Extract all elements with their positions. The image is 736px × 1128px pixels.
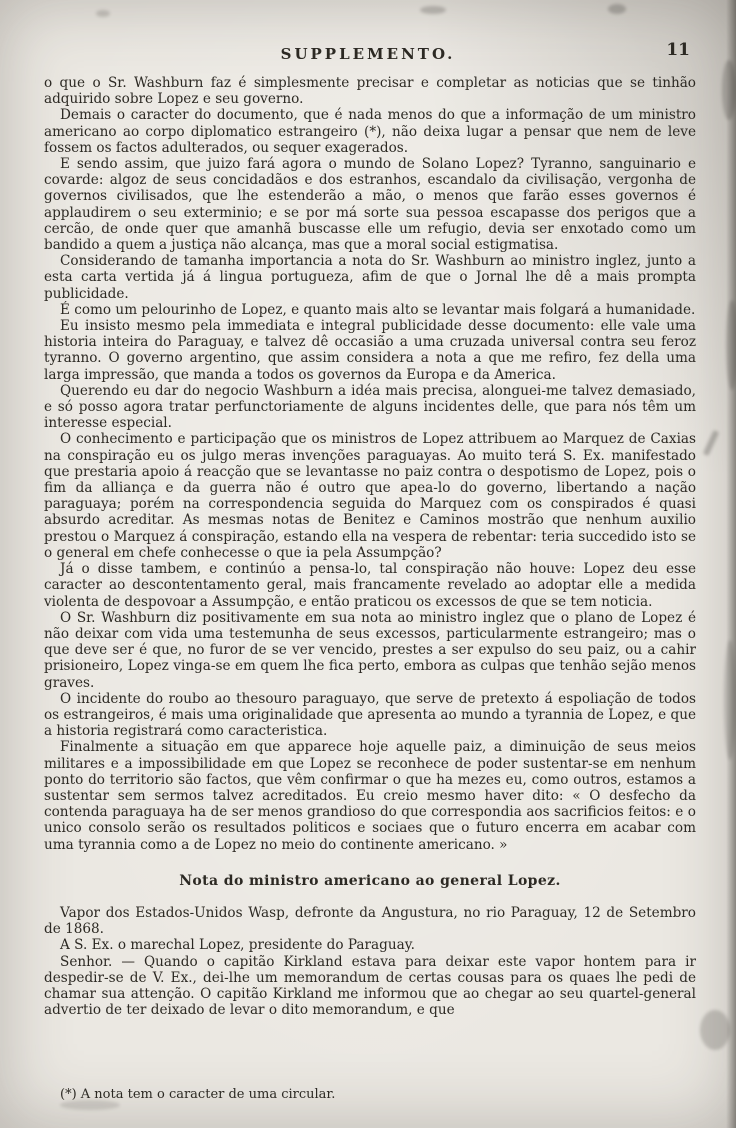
paragraph: Querendo eu dar do negocio Washburn a idéa mais precisa, alonguei-me talvez demasiado, e só posso agora tratar perfunctoriamente de alguns incidentes delle, que para nós têm um interesse especial. [44, 382, 696, 432]
paragraph: Já o disse tambem, e continúo a pensa-lo, tal conspiração não houve: Lopez deu esse caracter ao descontentamento geral, mais francamente revelado ao adoptar elle a medida violenta de despovoar a Assumpção, e então praticou os excessos de que se tem noticia. [44, 561, 696, 610]
paragraph: E sendo assim, que juizo fará agora o mundo de Solano Lopez? Tyranno, sanguinario e covarde: algoz de seus concidadãos e dos estranhos, escandalo da civilisação, vergonha de governos civilisados, que lhe estenderão a mão, o menos que farão esses governos é applaudirem o seu exterminio; e se por má sorte sua pessoa escapasse dos perigos que a cercão, de onde quer que amanhã buscasse elle um refugio, devia ser enxotado como um bandido a quem a justiça não alcança, mas que a moral social estigmatisa. [44, 156, 696, 254]
paragraph: o que o Sr. Washburn faz é simplesmente precisar e completar as noticias que se tinhão adquirido sobre Lopez e seu governo. [44, 75, 696, 108]
letter-paragraph: A S. Ex. o marechal Lopez, presidente do Paraguay. [60, 937, 415, 954]
paragraph: O incidente do roubo ao thesouro paraguayo, que serve de pretexto á espoliação de todos os estrangeiros, é mais uma originalidade que apresenta ao mundo a tyrannia de Lopez, e que a historia registrará como caracteristica. [44, 690, 696, 740]
paragraph: É como um pelourinho de Lopez, e quanto mais alto se levantar mais folgará a humanidade. [60, 301, 696, 318]
paragraph: Finalmente a situação em que apparece hoje aquelle paiz, a diminuição de seus meios militares e a impossibilidade em que Lopez se reconhece de poder sustentar-se em nenhum ponto do territorio são factos, que vêm confirmar o que ha mezes eu, como outros, estamos a sustentar sem sermos talvez acreditados. Eu creio mesmo haver dito: « O desfecho da contenda paraguaya ha de ser menos grandioso do que correspondia aos sacrificios feitos: e o unico consolo serão os resultados politicos e sociaes que o futuro encerra em acabar com uma tyrannia como a de Lopez no meio do continente americano. » [44, 739, 696, 853]
page-title: SUPPLEMENTO. [280, 45, 456, 63]
letter-paragraph: Senhor. — Quando o capitão Kirkland estava para deixar este vapor hontem para ir despedir-se de V. Ex., dei-lhe um memorandum de certas cousas para os quaes lhe pedi de chamar sua attenção. O capitão Kirkland me informou que ao chegar ao seu quartel-general advertio de ter deixado de levar o dito memorandum, e que [44, 953, 696, 1019]
footnote: (*) A nota tem o caracter de uma circular. [60, 1087, 336, 1102]
section-heading: Nota do ministro americano ao general Lopez. [179, 872, 561, 889]
paragraph: Considerando de tamanha importancia a nota do Sr. Washburn ao ministro inglez, junto a esta carta vertida já á lingua portugueza, afim de que o Jornal lhe dê a mais prompta publicidade. [44, 253, 696, 302]
page-header [0, 0, 736, 63]
page-number: 11 [666, 40, 690, 60]
paragraph: Demais o caracter do documento, que é nada menos do que a informação de um ministro americano ao corpo diplomatico estrangeiro (*), não deixa lugar a pensar que nem de leve fossem os factos adulterados, ou sequer exagerados. [44, 107, 696, 156]
letter-paragraph: Vapor dos Estados-Unidos Wasp, defronte da Angustura, no rio Paraguay, 12 de Setembro de 1868. [44, 904, 696, 938]
paragraph: O conhecimento e participação que os ministros de Lopez attribuem ao Marquez de Caxias na conspiração eu os julgo meras invenções paraguayas. Ao muito terá S. Ex. manifestado que prestaria apoio á reacção que se levantasse no paiz contra o despotismo de Lopez, pois o fim da alliança e da guerra não é outro que apea-lo do governo, libertando a nação paraguaya; porém na correspondencia seguida do Marquez com os conspirados é quasi absurdo acreditar. As mesmas notas de Benitez e Caminos mostrão que nenhum auxilio prestou o Marquez á conspiração, estando ella na vespera de rebentar: teria succedido isto se o general em chefe conhecesse o que ia pela Assumpção? [44, 431, 696, 561]
paragraph: Eu insisto mesmo pela immediata e integral publicidade desse documento: elle vale uma historia inteira do Paraguay, e talvez dê occasião a uma cruzada universal contra seu feroz tyranno. O governo argentino, que assim considera a nota a que me refiro, fez della uma larga impressão, que manda a todos os governos da Europa e da America. [44, 318, 696, 383]
page-content [0, 63, 736, 1080]
paragraph: O Sr. Washburn diz positivamente em sua nota ao ministro inglez que o plano de Lopez é não deixar com vida uma testemunha de seus excessos, particularmente estrangeiro; mas o que deve ser é que, no furor de se ver vencido, prestes a ser expulso do seu paiz, ou a cahir prisioneiro, Lopez vinga-se em quem lhe fica perto, embora as culpas que tenhão sejão menos graves. [44, 609, 696, 691]
footnote-block [0, 1080, 736, 1128]
